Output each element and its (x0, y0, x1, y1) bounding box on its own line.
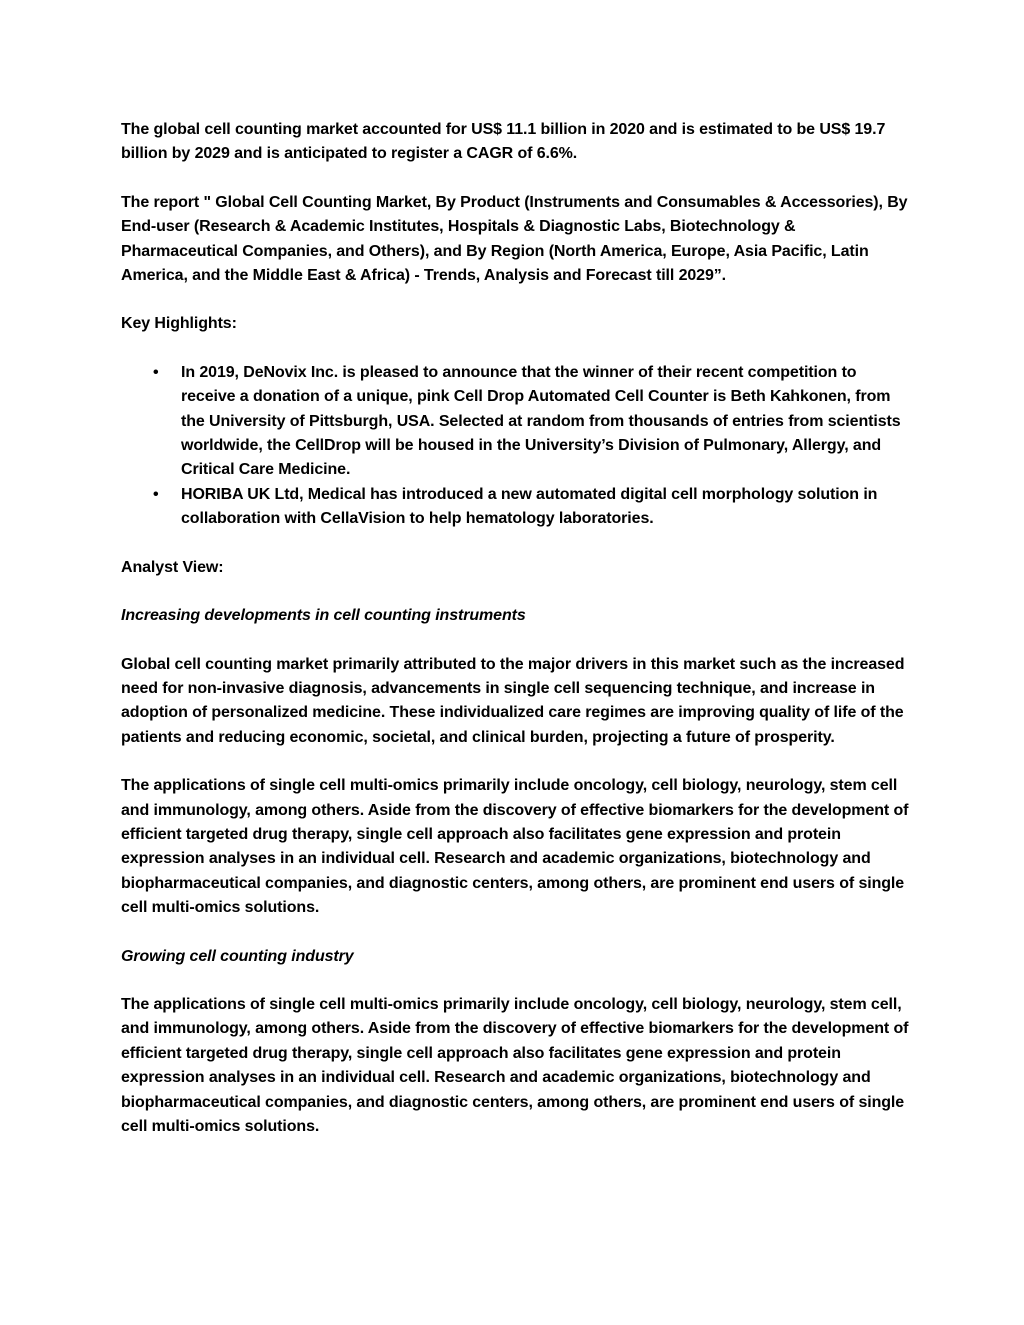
key-highlights-list (121, 361, 911, 532)
section1-paragraph-2: The applications of single cell multi-omics primarily include oncology, cell biology, neurology, stem cell and immunology, among others. Aside from the discovery of effective biomarkers for the development of efficient targeted drug therapy, single cell approach also facilitates gene expression and protein expression analyses in an individual cell. Research and academic organizations, biotechnology and biopharmaceutical companies, and diagnostic centers, among others, are prominent end users of single cell multi-omics solutions. (121, 777, 909, 917)
list-item-text: In 2019, DeNovix Inc. is pleased to announce that the winner of their recent competition to receive a donation of a unique, pink Cell Drop Automated Cell Counter is Beth Kahkonen, from the University of Pittsburgh, USA. Selected at random from thousands of entries from scientists worldwide, the CellDrop will be housed in the University’s Division of Pulmonary, Allergy, and Critical Care Medicine. (181, 363, 901, 479)
list-item (121, 361, 911, 483)
section2-paragraph-1: The applications of single cell multi-omics primarily include oncology, cell biology, neurology, stem cell, and immunology, among others. Aside from the discovery of effective biomarkers for the development of efficient targeted drug therapy, single cell approach also facilitates gene expression and protein expression analyses in an individual cell. Research and academic organizations, biotechnology and biopharmaceutical companies, and diagnostic centers, among others, are prominent end users of single cell multi-omics solutions. (121, 995, 909, 1135)
analyst-view-heading: Analyst View: (121, 558, 224, 576)
section1-paragraph-1: Global cell counting market primarily attributed to the major drivers in this market such as the increased need for non-invasive diagnosis, advancements in single cell sequencing technique, and increase in adoption of personalized medicine. These individualized care regimes are improving quality of life of the patients and reducing economic, societal, and clinical burden, projecting a future of prosperity. (121, 655, 905, 746)
bullet-icon: • (153, 485, 159, 503)
list-item (121, 483, 911, 532)
key-highlights-heading: Key Highlights: (121, 315, 237, 333)
section-title-growing-industry: Growing cell counting industry (121, 947, 354, 965)
report-paragraph: The report " Global Cell Counting Market, By Product (Instruments and Consumables & Accessories), By End-user (Research & Academic Institutes, Hospitals & Diagnostic Labs, Biotechnology & Pharmaceutical Companies, and Others), and By Region (North America, Europe, Asia Pacific, Latin America, and the Middle East & Africa) - Trends, Analysis and Forecast till 2029”. (121, 193, 908, 285)
bullet-icon: • (153, 363, 159, 381)
section-title-developments: Increasing developments in cell counting instruments (121, 607, 526, 625)
document-page (121, 118, 911, 1163)
intro-paragraph: The global cell counting market accounted for US$ 11.1 billion in 2020 and is estimated to be US$ 19.7 billion by 2029 and is anticipated to register a CAGR of 6.6%. (121, 121, 886, 163)
list-item-text: HORIBA UK Ltd, Medical has introduced a new automated digital cell morphology solution in collaboration with CellaVision to help hematology laboratories. (181, 485, 878, 528)
